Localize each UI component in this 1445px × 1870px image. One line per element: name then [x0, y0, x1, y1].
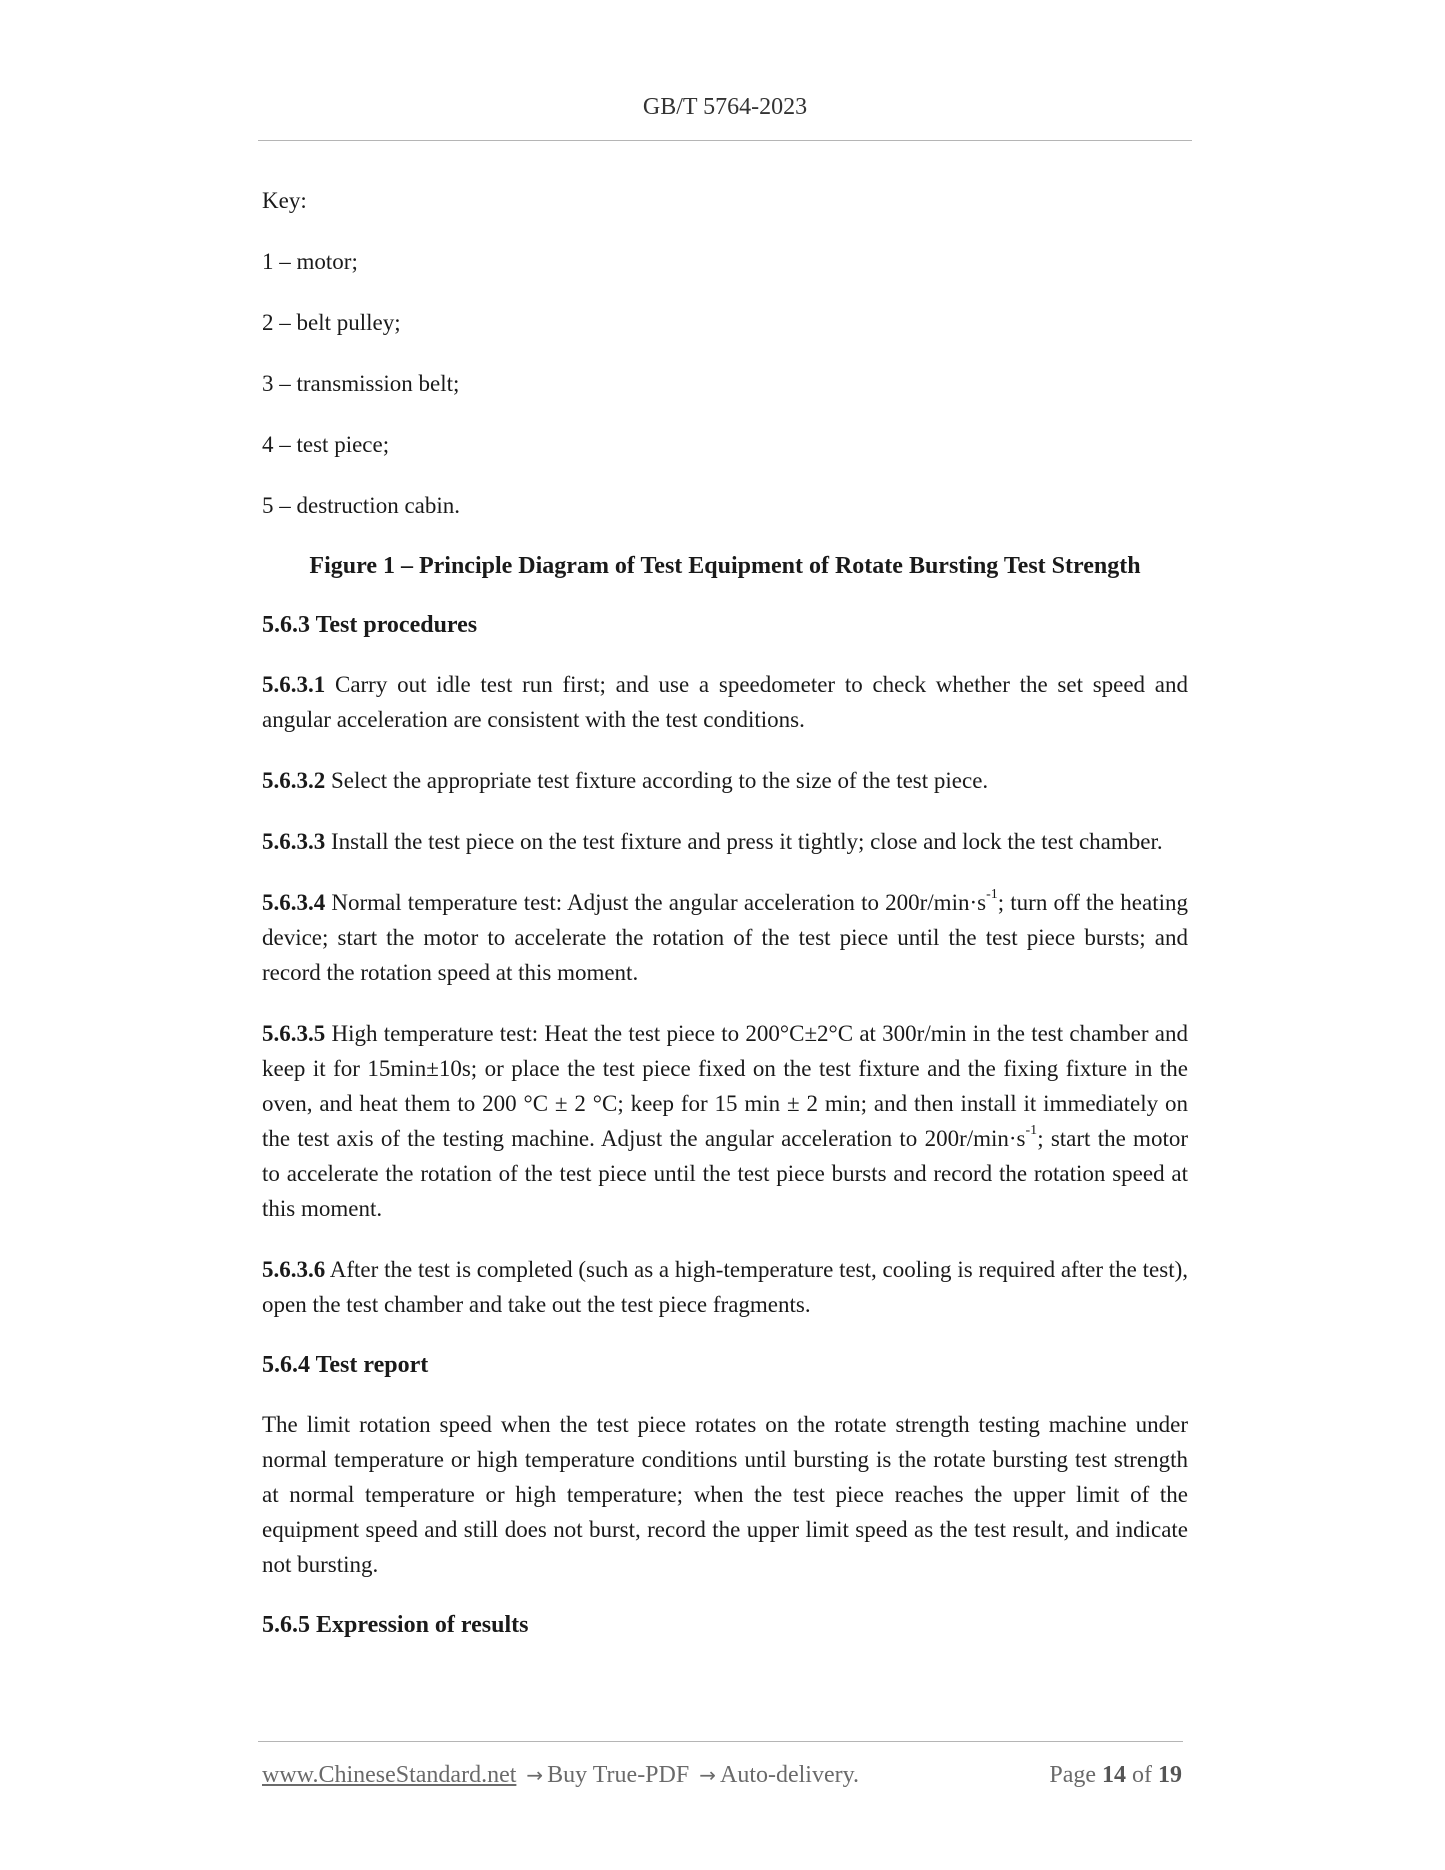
section-heading-5-6-5: 5.6.5 Expression of results — [262, 1612, 529, 1638]
footer-promo — [262, 1762, 859, 1789]
document-header: GB/T 5764-2023 — [642, 94, 808, 120]
page-number: 14 — [1102, 1761, 1126, 1788]
site-link[interactable]: www.ChineseStandard.net — [262, 1761, 517, 1788]
key-title: Key: — [262, 188, 307, 213]
of-label: of — [1132, 1761, 1152, 1788]
clause-text: Carry out idle test run first; and use a speedometer to check whether the set speed and angular acceleration are consistent with the test conditions. — [262, 672, 1188, 732]
clause-text: After the test is completed (such as a high-temperature test, cooling is required after the test), open the test chamber and take out the test piece fragments. — [262, 1257, 1188, 1317]
clause-number: 5.6.3.3 — [262, 829, 326, 854]
key-item-motor: 1 – motor; — [262, 249, 358, 274]
key-item-transmission-belt: 3 – transmission belt; — [262, 371, 460, 396]
clause-number: 5.6.3.1 — [262, 672, 326, 697]
figure-caption: Figure 1 – Principle Diagram of Test Equipment of Rotate Bursting Test Strength — [309, 553, 1141, 579]
paragraph-5-6-3-2 — [262, 763, 1188, 798]
arrow-right-icon: → — [526, 1762, 544, 1787]
page-content — [262, 183, 1188, 1667]
header-divider — [258, 140, 1192, 141]
page-label: Page — [1049, 1761, 1096, 1788]
clause-text: High temperature test: Heat the test piece to 200°C±2°C at 300r/min in the test chamber and keep it for 15min±10s; or place the test piece fixed on the test fixture and the fixing fixture in the oven, and heat them to 200 °C ± 2 °C; keep for 15 min ± 2 min; and then install it immediately on the test axis of the testing machine. Adjust the angular acceleration to 200r/min·s — [262, 1021, 1188, 1151]
paragraph-5-6-3-1 — [262, 667, 1188, 737]
clause-text-cont: ; turn off the heating device; start the motor to accelerate the rotation of the test piece until the test piece bursts; and record the rotation speed at this moment. — [262, 890, 1188, 985]
clause-number: 5.6.3.6 — [262, 1257, 326, 1282]
paragraph-5-6-3-6 — [262, 1252, 1188, 1322]
footer-delivery-text: Auto-delivery. — [719, 1761, 860, 1788]
section-heading-5-6-4: 5.6.4 Test report — [262, 1352, 429, 1378]
paragraph-5-6-4: The limit rotation speed when the test piece rotates on the rotate strength testing machine under normal temperature or high temperature conditions until bursting is the rotate bursting test strength at normal temperature or high temperature; when the test piece reaches the upper limit of the equipment speed and still does not burst, record the upper limit speed as the test result, and indicate not bursting. — [262, 1412, 1188, 1577]
superscript: -1 — [1025, 1123, 1038, 1139]
total-pages: 19 — [1158, 1761, 1182, 1788]
paragraph-5-6-3-4 — [262, 885, 1188, 990]
clause-text-cont: ; start the motor to accelerate the rotation of the test piece until the test piece bursts and record the rotation speed at this moment. — [262, 1126, 1188, 1221]
key-item-destruction-cabin: 5 – destruction cabin. — [262, 493, 461, 518]
superscript: -1 — [986, 887, 998, 903]
clause-text: Select the appropriate test fixture according to the size of the test piece. — [325, 768, 989, 793]
clause-text: Install the test piece on the test fixture and press it tightly; close and lock the test chamber. — [325, 829, 1163, 854]
footer-buy-text: Buy True-PDF — [547, 1761, 690, 1788]
arrow-right-icon: → — [699, 1762, 716, 1787]
key-item-belt-pulley: 2 – belt pulley; — [262, 310, 401, 335]
clause-number: 5.6.3.4 — [262, 890, 326, 915]
clause-number: 5.6.3.2 — [262, 768, 326, 793]
footer-divider — [258, 1741, 1183, 1742]
section-heading-5-6-3: 5.6.3 Test procedures — [262, 612, 478, 638]
clause-number: 5.6.3.5 — [262, 1021, 326, 1046]
page-footer — [262, 1757, 1182, 1793]
clause-text: Normal temperature test: Adjust the angular acceleration to 200r/min·s — [325, 890, 987, 915]
page-indicator — [1049, 1762, 1182, 1789]
key-item-test-piece: 4 – test piece; — [262, 432, 390, 457]
paragraph-5-6-3-3 — [262, 824, 1188, 859]
paragraph-5-6-3-5 — [262, 1016, 1188, 1226]
